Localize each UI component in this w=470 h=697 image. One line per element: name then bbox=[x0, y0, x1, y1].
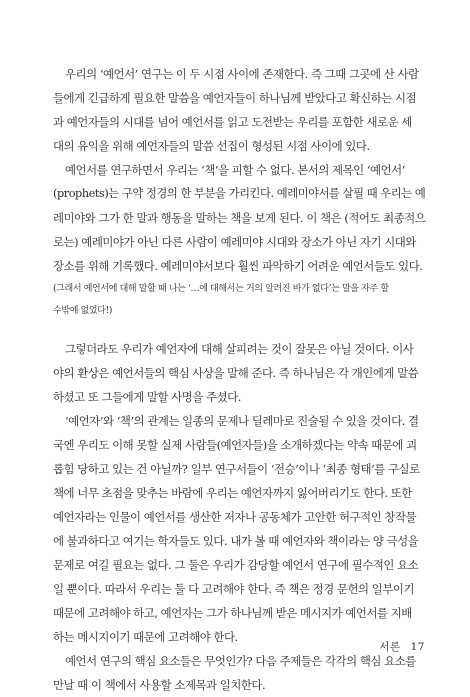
text-line: 야의 환상은 예언서들의 핵심 사상을 말해 준다. 즉 하나님은 각 개인에게 말씀 bbox=[53, 366, 419, 380]
small-note-paragraph bbox=[53, 278, 425, 322]
text-line: 들에게 긴급하게 필요한 말씀을 예언자들이 하나님께 받았다고 확신하는 시점 bbox=[53, 91, 417, 105]
text-line: 하셨고 또 그들에게 말할 사명을 주셨다. bbox=[53, 390, 241, 404]
text-line: 수밖에 없었다!) bbox=[53, 306, 113, 316]
paragraph-gap bbox=[53, 322, 425, 337]
text-line: 하는 메시지이기 때문에 고려해야 한다. bbox=[53, 630, 238, 644]
running-footer-section: 서론 bbox=[379, 641, 401, 653]
paragraph bbox=[53, 158, 425, 278]
text-line: (그래서 예언서에 대해 말할 때 나는 ‘…에 대해서는 거의 알려진 바가 없다’는 말을 자주 할 bbox=[53, 284, 389, 294]
page-number: 17 bbox=[410, 641, 425, 653]
paragraph bbox=[53, 337, 425, 409]
text-line: 우리의 ‘예언서’ 연구는 이 두 시점 사이에 존재한다. 즉 그때 그곳에 산 사람 bbox=[65, 67, 419, 81]
paragraph bbox=[53, 649, 425, 697]
text-line: ‘예언자’와 ‘책’의 관계는 일종의 문제나 딜레마로 진술될 수 있을 것이다. 결 bbox=[65, 414, 419, 428]
paragraph bbox=[53, 409, 425, 649]
text-line: 일 뿐이다. 따라서 우리는 둘 다 고려해야 한다. 즉 책은 정경 문헌의 일부이기 bbox=[53, 582, 414, 596]
page-footer bbox=[369, 639, 425, 654]
body-text bbox=[53, 62, 425, 697]
text-line: 책에 너무 초점을 맞추는 바람에 우리는 예언자까지 잃어버리기도 한다. 또한 bbox=[53, 486, 412, 500]
paragraph bbox=[53, 62, 425, 158]
text-line: 대의 유익을 위해 예언자들의 말씀 선집이 형성된 시점 사이에 있다. bbox=[53, 139, 370, 153]
text-line: 예언서를 연구하면서 우리는 ‘책’을 피할 수 없다. 본서의 제목인 ‘예언서’ bbox=[65, 163, 405, 177]
text-line: 그렇더라도 우리가 예언자에 대해 살피려는 것이 잘못은 아닐 것이다. 이사 bbox=[65, 342, 414, 356]
text-line: 에 불과하다고 여기는 학자들도 있다. 내가 볼 때 예언자와 책이라는 양 극성을 bbox=[53, 534, 419, 548]
text-line: 예언서 연구의 핵심 요소들은 무엇인가? 다음 주제들은 각각의 핵심 요소를 bbox=[65, 654, 416, 668]
text-line: 레미야와 그가 한 말과 행동을 말하는 책을 보게 된다. 이 책은 (적어도 최종적으 bbox=[53, 211, 426, 225]
text-line: 국엔 우리도 이해 못할 실제 사람들(예언자들)을 소개하겠다는 약속 때문에 괴 bbox=[53, 438, 417, 452]
text-line: 문제로 여길 필요는 없다. 그 둘은 우리가 감당할 예언서 연구에 필수적인 요소 bbox=[53, 558, 419, 572]
text-line: 장소를 위해 기록했다. 예레미야서보다 훨씬 파악하기 어려운 예언서들도 있다. bbox=[53, 259, 423, 273]
text-line: 만날 때 이 책에서 사용할 소제목과 일치한다. bbox=[53, 678, 266, 692]
text-line: 롭힘 당하고 있는 건 아닐까? 일부 연구서들이 ‘전승’이나 ‘최종 형태’를 구실로 bbox=[53, 462, 420, 476]
text-line: 예언자라는 인물이 예언서를 생산한 저자나 공동체가 고안한 허구적인 창작물 bbox=[53, 510, 417, 524]
text-line: 과 예언자들의 시대를 넘어 예언서를 읽고 도전받는 우리를 포함한 새로운 세 bbox=[53, 115, 412, 129]
text-line: (prophets)는 구약 정경의 한 부분을 가리킨다. 예레미야서를 살필 때 우리는 예 bbox=[53, 187, 426, 200]
text-line: 때문에 고려해야 하고, 예언자는 그가 하나님께 받은 메시지가 예언서를 지배 bbox=[53, 606, 412, 620]
text-line: 로는) 예레미야가 아닌 다른 사람이 예레미야 시대와 장소가 아닌 자기 시대와 bbox=[53, 235, 416, 249]
